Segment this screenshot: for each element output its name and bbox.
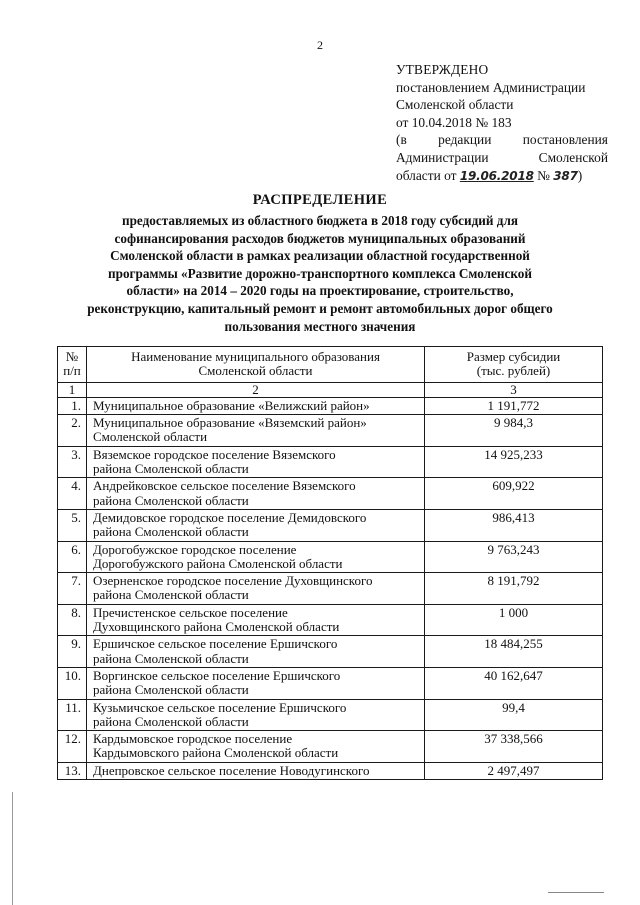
table-row: [58, 446, 603, 478]
row-number: 7.: [58, 573, 87, 605]
municipality-line-1: Ершичское сельское поселение Ершичского: [93, 636, 338, 652]
row-amount: 9 984,3: [425, 415, 603, 447]
municipality-line-1: Муниципальное образование «Вяземский район»: [93, 415, 367, 431]
table-row: [58, 636, 603, 668]
municipality-line-2: района Смоленской области: [93, 461, 249, 477]
row-municipality: [87, 667, 425, 699]
row-municipality: [87, 397, 425, 414]
row-number: 3.: [58, 446, 87, 478]
approval-line-6-mid: №: [537, 167, 550, 183]
row-amount: 40 162,647: [425, 667, 603, 699]
table-row: [58, 397, 603, 414]
column-index-cell: 3: [425, 382, 603, 397]
subtitle-line: реконструкцию, капитальный ремонт и ремонт автомобильных дорог общего: [87, 300, 553, 316]
approval-line-6-prefix: области от: [396, 167, 457, 183]
row-municipality: [87, 573, 425, 605]
table-row: [58, 604, 603, 636]
row-municipality: [87, 541, 425, 573]
approval-line-6-suffix: ): [577, 167, 583, 183]
municipality-line-2: района Смоленской области: [93, 650, 249, 666]
row-number: 6.: [58, 541, 87, 573]
subtitle-line: пользования местного значения: [224, 318, 416, 334]
row-number: 11.: [58, 699, 87, 731]
header-name-line-1: Наименование муниципального образования: [131, 349, 380, 364]
row-number: 9.: [58, 636, 87, 668]
table-row: [58, 699, 603, 731]
row-amount: 99,4: [425, 699, 603, 731]
header-num-line-2: п/п: [63, 363, 81, 379]
table-row: [58, 762, 603, 779]
row-amount: 37 338,566: [425, 731, 603, 763]
header-name: [87, 347, 425, 383]
row-amount: 986,413: [425, 509, 603, 541]
approval-line-6: [396, 167, 608, 186]
header-amount: [425, 347, 603, 383]
row-municipality: [87, 478, 425, 510]
row-municipality: [87, 731, 425, 763]
subtitle-line: программы «Развитие дорожно-транспортного комплекса Смоленской: [108, 265, 532, 281]
table-body: [58, 382, 603, 779]
subtitle-line: предоставляемых из областного бюджета в 2018 году субсидий для: [122, 213, 518, 228]
approval-line-5: [396, 149, 608, 167]
row-number: 1.: [58, 397, 87, 414]
row-amount: 1 191,772: [425, 397, 603, 414]
handwritten-number: 387: [553, 168, 578, 183]
row-amount: 9 763,243: [425, 541, 603, 573]
header-amount-line-2: (тыс. рублей): [476, 363, 551, 379]
column-index-cell: 1: [58, 382, 87, 397]
municipality-line-2: Кардымовского района Смоленской области: [93, 745, 339, 761]
approval-line-4-b: редакции: [438, 132, 492, 148]
scan-mark: [548, 892, 604, 893]
municipality-line-1: Днепровское сельское поселение Новодугинского: [93, 762, 370, 778]
header-num-line-1: №: [65, 349, 79, 364]
handwritten-date: 19.06.2018: [459, 168, 534, 183]
page-number: 2: [317, 38, 323, 52]
row-amount: 8 191,792: [425, 573, 603, 605]
municipality-line-2: Дорогобужского района Смоленской области: [93, 555, 343, 571]
table-row: [58, 667, 603, 699]
column-index-row: [58, 382, 603, 397]
approval-line-4-c: постановления: [522, 132, 608, 148]
document-subtitle: [62, 212, 578, 335]
municipality-line-1: Воргинское сельское поселение Ершичского: [93, 667, 341, 683]
row-number: 8.: [58, 604, 87, 636]
municipality-line-2: Смоленской области: [93, 429, 208, 445]
row-municipality: [87, 636, 425, 668]
row-number: 10.: [58, 667, 87, 699]
municipality-line-2: района Смоленской области: [93, 587, 249, 603]
scan-edge-line: [12, 792, 13, 905]
table-row: [58, 509, 603, 541]
approval-line-4-a: (в: [396, 132, 407, 148]
header-name-line-2: Смоленской области: [198, 363, 313, 379]
table-row: [58, 573, 603, 605]
municipality-line-2: Духовщинского района Смоленской области: [93, 619, 340, 635]
row-municipality: [87, 446, 425, 478]
table-header-row: [58, 347, 603, 383]
table-row: [58, 415, 603, 447]
municipality-line-1: Дорогобужское городское поселение: [93, 541, 297, 557]
row-municipality: [87, 415, 425, 447]
header-amount-line-1: Размер субсидии: [466, 349, 561, 364]
approval-line-2: Смоленской области: [396, 97, 514, 113]
municipality-line-1: Вяземское городское поселение Вяземского: [93, 446, 336, 462]
municipality-line-2: района Смоленской области: [93, 682, 249, 698]
row-amount: 1 000: [425, 604, 603, 636]
row-amount: 18 484,255: [425, 636, 603, 668]
municipality-line-1: Озерненское городское поселение Духовщинского: [93, 573, 373, 589]
row-number: 4.: [58, 478, 87, 510]
subtitle-line: области» на 2014 – 2020 годы на проектирование, строительство,: [126, 283, 514, 299]
approval-line-1: постановлением Администрации: [396, 79, 586, 95]
approval-line-4: [396, 131, 608, 149]
subsidy-table: [57, 346, 603, 780]
approval-heading: УТВЕРЖДЕНО: [396, 62, 489, 77]
row-number: 12.: [58, 731, 87, 763]
municipality-line-1: Муниципальное образование «Велижский район»: [93, 397, 370, 413]
row-amount: 2 497,497: [425, 762, 603, 779]
municipality-line-1: Кузьмичское сельское поселение Ершичского: [93, 699, 347, 715]
table-row: [58, 731, 603, 763]
table-row: [58, 478, 603, 510]
row-number: 5.: [58, 509, 87, 541]
row-amount: 609,922: [425, 478, 603, 510]
municipality-line-2: района Смоленской области: [93, 492, 249, 508]
table-row: [58, 541, 603, 573]
subtitle-line: софинансирования расходов бюджетов муниципальных образований: [114, 230, 526, 246]
subtitle-line: Смоленской области в рамках реализации областной государственной: [110, 248, 530, 264]
row-municipality: [87, 509, 425, 541]
column-index-cell: 2: [87, 382, 425, 397]
header-num: [58, 347, 87, 383]
municipality-line-2: района Смоленской области: [93, 713, 249, 729]
municipality-line-1: Кардымовское городское поселение: [93, 731, 293, 747]
row-number: 13.: [58, 762, 87, 779]
municipality-line-1: Пречистенское сельское поселение: [93, 604, 288, 620]
municipality-line-2: района Смоленской области: [93, 524, 249, 540]
municipality-line-1: Андрейковское сельское поселение Вяземского: [93, 478, 356, 494]
approval-line-3: от 10.04.2018 № 183: [396, 114, 512, 130]
approval-block: [396, 61, 608, 185]
row-municipality: [87, 604, 425, 636]
approval-line-5-b: Смоленской: [538, 149, 608, 165]
row-number: 2.: [58, 415, 87, 447]
row-municipality: [87, 699, 425, 731]
row-municipality: [87, 762, 425, 779]
document-title: РАСПРЕДЕЛЕНИЕ: [252, 192, 388, 208]
municipality-line-1: Демидовское городское поселение Демидовского: [93, 509, 367, 525]
approval-line-5-a: Администрации: [396, 149, 489, 165]
row-amount: 14 925,233: [425, 446, 603, 478]
